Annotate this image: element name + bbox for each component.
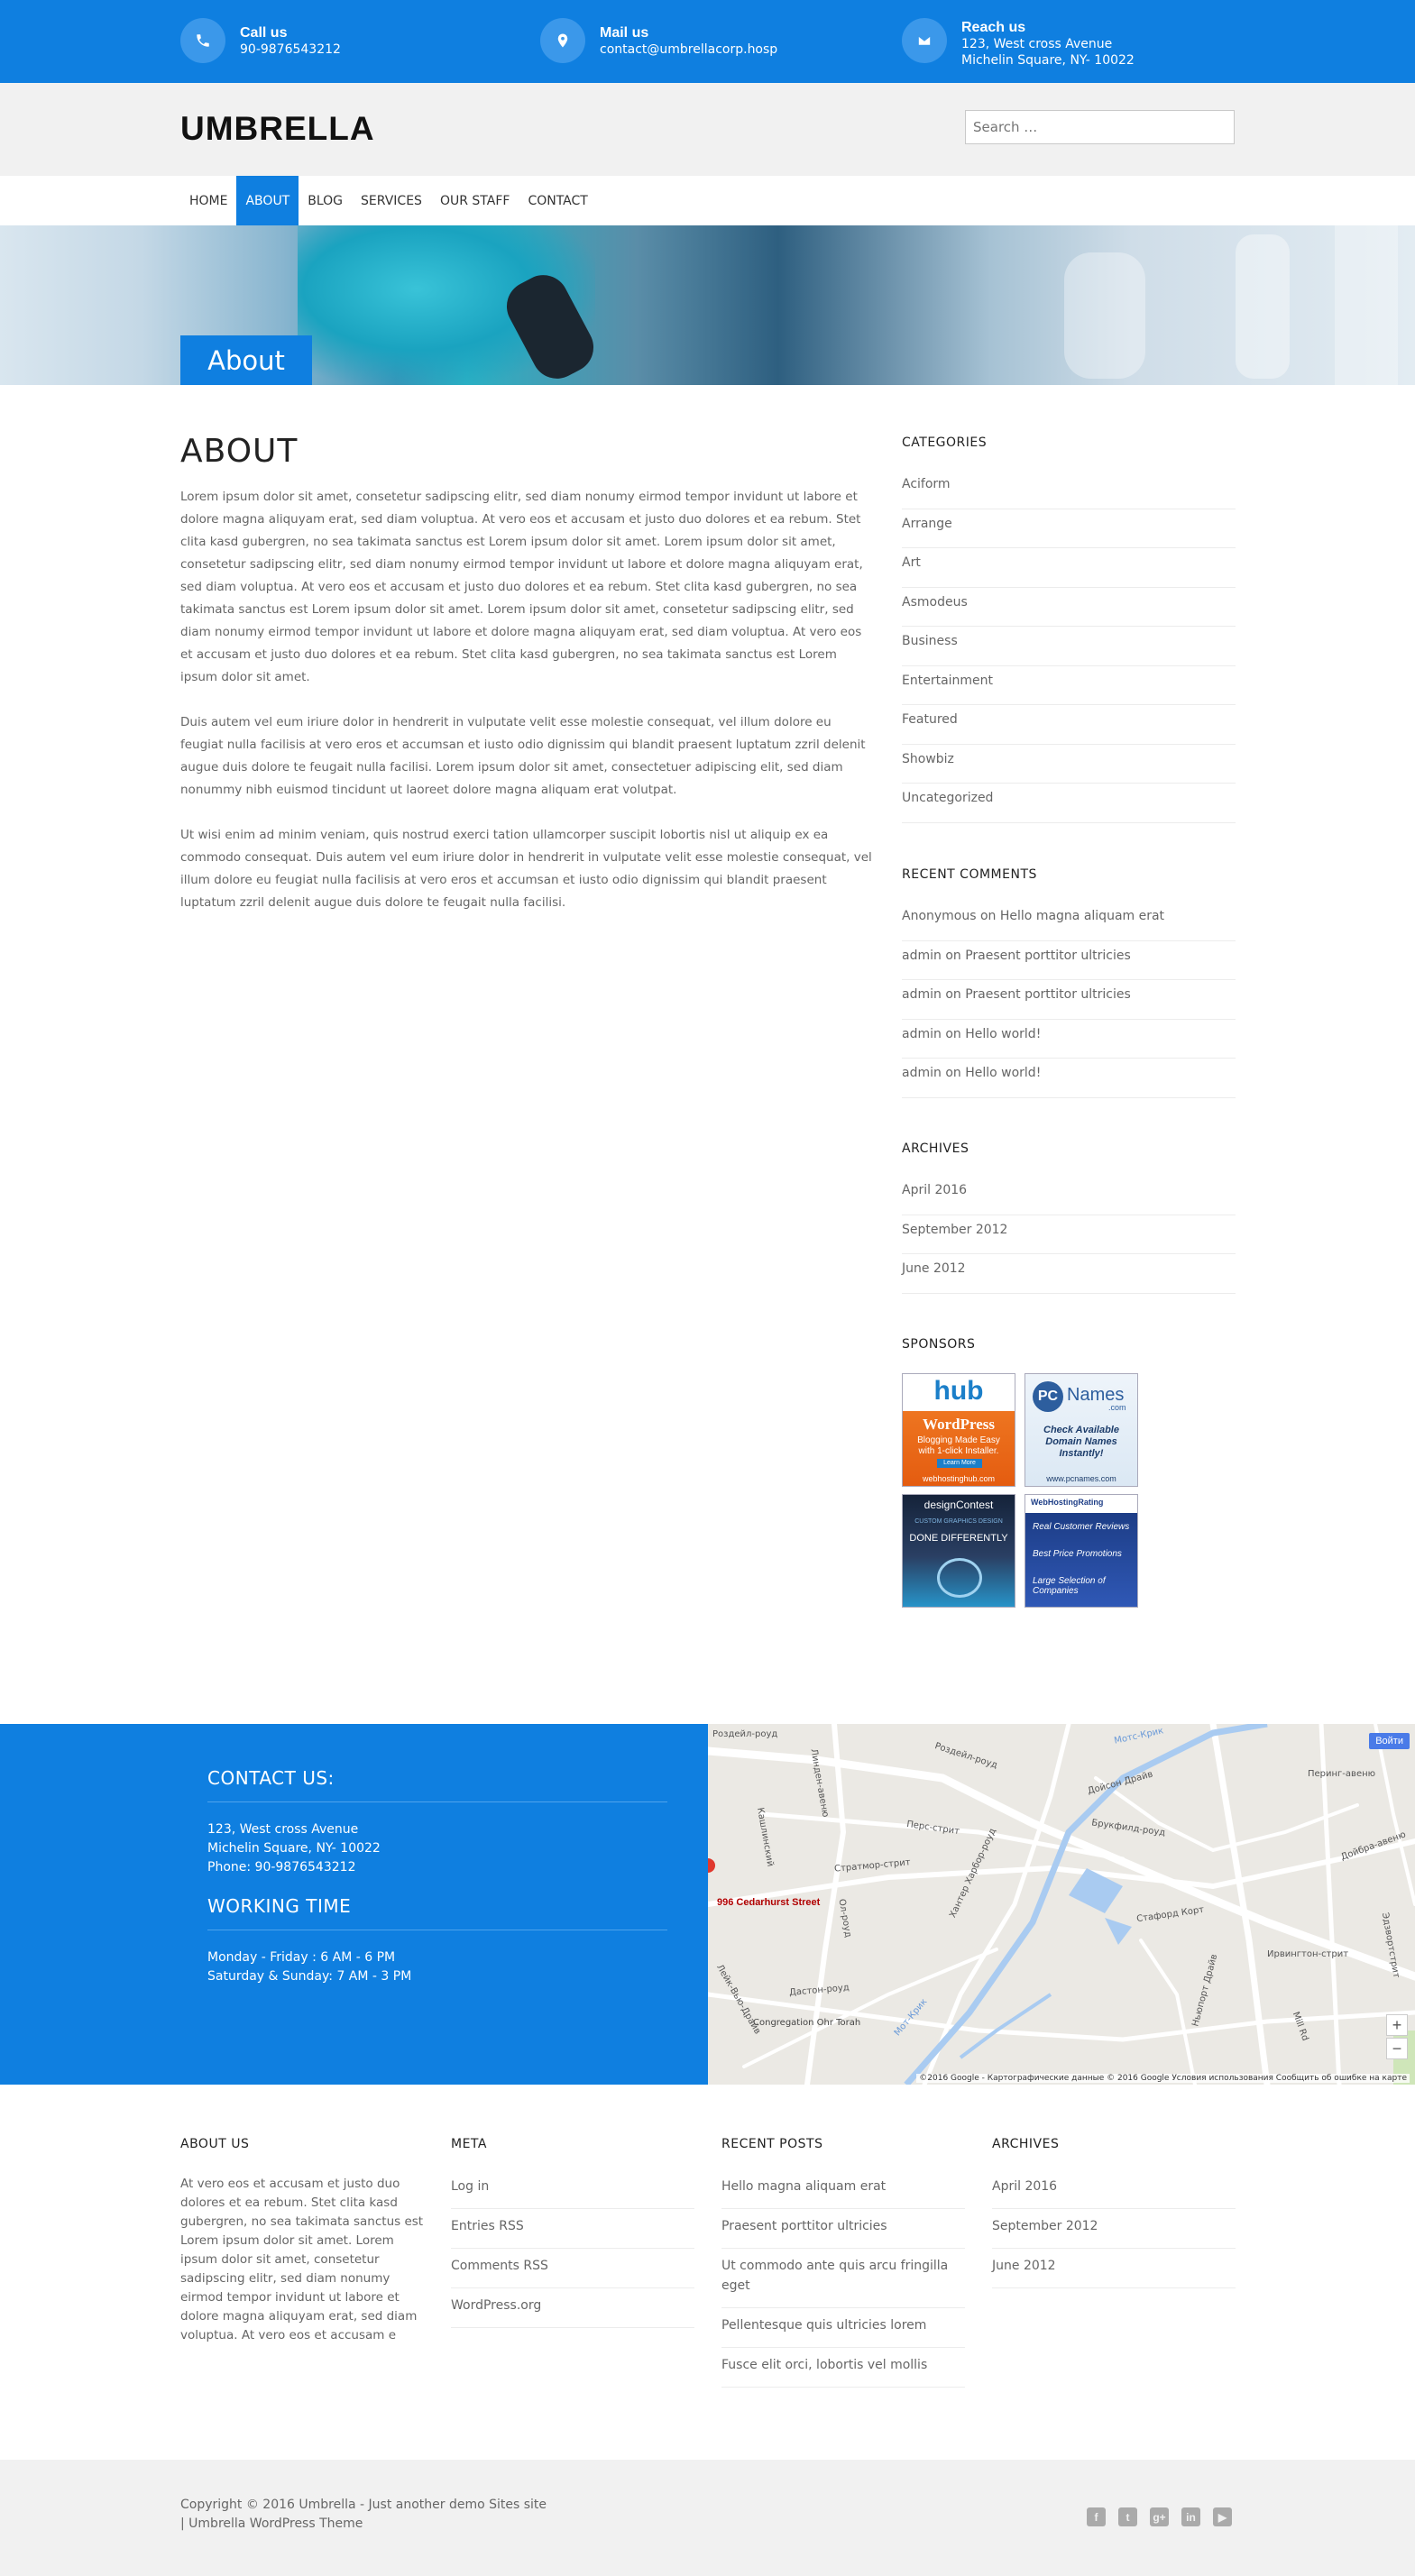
archive-link[interactable]: June 2012 <box>902 1254 1236 1294</box>
footer-bottom-bar <box>0 2460 1415 2576</box>
contact-us-heading: CONTACT US: <box>207 1767 667 1802</box>
map-zoom-out-button[interactable]: − <box>1386 2038 1408 2059</box>
categories-widget <box>902 435 1236 823</box>
contact-address-line: Michelin Square, NY- 10022 <box>207 1841 381 1856</box>
category-link[interactable]: Featured <box>902 705 1236 745</box>
content-paragraph: Ut wisi enim ad minim veniam, quis nostrud exerci tation ullamcorper suscipit lobortis nisl ut aliquip ex ea commodo consequat. Duis autem vel eum iriure dolor in hendrerit in vulputate velit esse molestie consequat, vel illum dolore eu feugiat nulla facilisis at vero eros et accumsan et iusto odio dignissim qui blandit praesent luptatum zzril delenit augue duis dolore te feugait nulla facilisi. <box>180 828 872 910</box>
search-input[interactable] <box>965 110 1235 144</box>
widget-title: CATEGORIES <box>902 435 988 450</box>
archive-link[interactable]: April 2016 <box>902 1176 1236 1215</box>
location-pin-icon <box>540 18 585 63</box>
map-street-label: Лейк-Вью-Драйв <box>714 1962 763 2037</box>
archive-link[interactable]: September 2012 <box>992 2209 1236 2249</box>
site-logo[interactable]: UMBRELLA <box>180 110 375 147</box>
map-street-label: Эдзвортстрит <box>1379 1911 1401 1979</box>
nav-blog[interactable]: BLOG <box>308 193 344 208</box>
nav-home[interactable]: HOME <box>189 193 228 208</box>
site-header <box>0 83 1415 176</box>
contact-phone: Phone: 90-9876543212 <box>207 1860 356 1875</box>
map-street-label: Ол-роуд <box>836 1898 853 1939</box>
map-street-label: Линден-авеню <box>808 1747 831 1819</box>
category-link[interactable]: Asmodeus <box>902 588 1236 628</box>
theme-credit-line[interactable]: | Umbrella WordPress Theme <box>180 2516 363 2531</box>
designcontest-swirl-graphic <box>937 1558 982 1598</box>
category-link[interactable]: Uncategorized <box>902 784 1236 823</box>
map-login-button[interactable]: Войти <box>1369 1733 1410 1749</box>
map-street-label: Ирвингтон-стрит <box>1267 1949 1349 1959</box>
pcnames-tagline: Check Available Domain Names Instantly! <box>1043 1425 1119 1459</box>
google-plus-icon[interactable]: g+ <box>1150 2507 1169 2526</box>
map-street-label: Дастон-роуд <box>788 1983 850 1998</box>
designcontest-sub: CUSTOM GRAPHICS DESIGN <box>914 1518 1003 1525</box>
social-links <box>1087 2507 1232 2526</box>
reach-us-title: Reach us <box>961 20 1026 35</box>
map-river-label: Мот-Крик <box>892 1996 930 2039</box>
recent-comments-widget <box>902 867 1236 1098</box>
whr-point-3: Large Selection of Companies <box>1033 1576 1106 1596</box>
working-time-heading: WORKING TIME <box>207 1895 667 1930</box>
archives-widget <box>902 1141 1236 1294</box>
recent-post-link[interactable]: Fusce elit orci, lobortis vel mollis <box>721 2348 965 2388</box>
hub-logo: hub <box>933 1376 984 1406</box>
map-street-label: Перинг-авеню <box>1308 1769 1376 1779</box>
meta-link[interactable]: Entries RSS <box>451 2209 694 2249</box>
hub-learn-more-button[interactable]: Learn More <box>937 1459 982 1468</box>
working-hours-line: Monday - Friday : 6 AM - 6 PM <box>207 1950 396 1965</box>
whr-point-2: Best Price Promotions <box>1033 1549 1122 1559</box>
map-marker-label[interactable]: 996 Cedarhurst Street <box>717 1897 821 1908</box>
map-river-label: Мотс-Крик <box>1113 1726 1165 1746</box>
map-street-label: Дойбра-авеню <box>1339 1829 1408 1863</box>
map-attribution[interactable]: ©2016 Google - Картографические данные © 2016 Google Условия использования Сообщить об ошибке на карте <box>916 2074 1410 2083</box>
youtube-icon[interactable]: ▶ <box>1213 2507 1232 2526</box>
working-hours-line: Saturday & Sunday: 7 AM - 3 PM <box>207 1969 412 1984</box>
map-street-label: Дойсон Драйв <box>1086 1769 1154 1797</box>
footer-recent-posts <box>721 2137 965 2388</box>
sponsors-widget <box>902 1337 1236 1608</box>
hub-wordpress-text: WordPress <box>923 1416 995 1433</box>
recent-post-link[interactable]: Pellentesque quis ultricies lorem <box>721 2308 965 2348</box>
footer-widgets <box>180 2137 1236 2407</box>
mail-us-title: Mail us <box>600 25 649 41</box>
recent-post-link[interactable]: Hello magna aliquam erat <box>721 2169 965 2209</box>
call-us-title: Call us <box>240 25 288 41</box>
banner-glassware-shape <box>1064 252 1145 379</box>
copyright-line[interactable]: Copyright © 2016 Umbrella - Just another demo Sites site <box>180 2498 547 2512</box>
pcnames-logo-circle: PC <box>1033 1381 1063 1412</box>
sponsor-webhostinghub-banner[interactable] <box>902 1373 1015 1487</box>
category-link[interactable]: Aciform <box>902 470 1236 509</box>
call-us-phone[interactable]: 90-9876543212 <box>240 42 341 57</box>
comment-link[interactable]: admin on Praesent porttitor ultricies <box>902 941 1236 981</box>
map-street-label: Кашлинский <box>754 1806 776 1868</box>
meta-link[interactable]: Comments RSS <box>451 2249 694 2288</box>
footer-widget-title: ARCHIVES <box>992 2137 1060 2151</box>
top-contact-bar <box>0 0 1415 83</box>
mail-us-email[interactable]: contact@umbrellacorp.hosp <box>600 42 778 57</box>
nav-services[interactable]: SERVICES <box>361 193 422 208</box>
call-us-item <box>180 18 341 63</box>
phone-icon <box>180 18 225 63</box>
banner-glassware-shape <box>1236 234 1290 379</box>
map-zoom-in-button[interactable]: + <box>1386 2014 1408 2036</box>
hub-tagline: Blogging Made Easy with 1-click Installer. <box>917 1435 1000 1456</box>
map-place-label: Congregation Ohr Torah <box>753 2018 861 2028</box>
widget-title: RECENT COMMENTS <box>902 867 1037 882</box>
footer-meta <box>451 2137 694 2328</box>
sponsor-designcontest-banner[interactable] <box>902 1494 1015 1608</box>
contact-address-line: 123, West cross Avenue <box>207 1822 359 1837</box>
recent-post-link[interactable]: Ut commodo ante quis arcu fringilla eget <box>721 2249 965 2308</box>
map-street-label: Хантер Харбор-роуд <box>948 1827 998 1920</box>
linkedin-icon[interactable]: in <box>1181 2507 1200 2526</box>
page-title: ABOUT <box>180 433 299 470</box>
comment-link[interactable]: admin on Hello world! <box>902 1020 1236 1059</box>
map-street-label: Стратмор-стрит <box>833 1857 912 1875</box>
main-navigation <box>0 176 1415 225</box>
footer-widget-title: RECENT POSTS <box>721 2137 823 2151</box>
comment-link[interactable]: Anonymous on Hello magna aliquam erat <box>902 902 1236 941</box>
map-street-label: Ньюпорт Драйв <box>1190 1953 1220 2028</box>
map-street-label: Стафорд Корт <box>1135 1904 1205 1925</box>
map-street-label: Роздейл-роуд <box>712 1729 778 1739</box>
contact-info-band <box>0 1724 708 2085</box>
envelope-icon <box>902 18 947 63</box>
copyright-text <box>180 2496 547 2534</box>
banner-glassware-shape <box>1335 225 1398 385</box>
whr-logo: WebHostingRating <box>1031 1498 1104 1507</box>
facebook-icon[interactable]: f <box>1087 2507 1106 2526</box>
archive-link[interactable]: June 2012 <box>992 2249 1236 2288</box>
google-map[interactable] <box>708 1724 1415 2085</box>
reach-us-address-2: Michelin Square, NY- 10022 <box>961 53 1135 68</box>
meta-link[interactable]: Log in <box>451 2169 694 2209</box>
hub-url: webhostinghub.com <box>922 1474 996 1483</box>
category-link[interactable]: Arrange <box>902 509 1236 549</box>
sponsor-pcnames-banner[interactable] <box>1024 1373 1138 1487</box>
main-content <box>180 433 875 937</box>
page-title-badge: About <box>180 335 312 385</box>
recent-post-link[interactable]: Praesent porttitor ultricies <box>721 2209 965 2249</box>
map-street-label: Роздейл-роуд <box>933 1741 999 1771</box>
mail-us-item <box>540 18 777 63</box>
pcnames-url: www.pcnames.com <box>1046 1474 1116 1483</box>
archive-link[interactable]: September 2012 <box>902 1215 1236 1255</box>
whr-point-1: Real Customer Reviews <box>1033 1522 1130 1532</box>
category-link[interactable]: Art <box>902 548 1236 588</box>
footer-widget-title: META <box>451 2137 487 2151</box>
sponsor-webhostingrating-banner[interactable] <box>1024 1494 1138 1608</box>
content-paragraph: Duis autem vel eum iriure dolor in hendrerit in vulputate velit esse molestie consequat, vel illum dolore eu feugiat nulla facilisis at vero eros et accumsan et iusto odio dignissim qui blandit praesent luptatum zzril delenit augue duis dolore te feugait nulla facilisi. Lorem ipsum dolor sit amet, consectetuer adipiscing elit, sed diam nonummy nibh euismod tincidunt ut laoreet dolore magna aliquam erat volutpat. <box>180 715 866 797</box>
category-link[interactable]: Entertainment <box>902 666 1236 706</box>
content-paragraph: Lorem ipsum dolor sit amet, consetetur sadipscing elitr, sed diam nonumy eirmod tempor invidunt ut labore et dolore magna aliquyam erat, sed diam voluptua. At vero eos et accusam et justo duo dolores et ea rebum. Stet clita kasd gubergren, no sea takimata sanctus est Lorem ipsum dolor sit amet. Lorem ipsum dolor sit amet, consetetur sadipscing elitr, sed diam nonumy eirmod tempor invidunt ut labore et dolore magna aliquyam erat, sed diam voluptua. At vero eos et accusam et justo duo dolores et ea rebum. Stet clita kasd gubergren, no sea takimata sanctus est Lorem ipsum dolor sit amet. Lorem ipsum dolor sit amet, consetetur sadipscing elitr, sed diam nonumy eirmod tempor invidunt ut labore et dolore magna aliquyam erat, sed diam voluptua. At vero eos et accusam et justo duo dolores et ea rebum. Stet clita kasd gubergren, no sea takimata sanctus est Lorem ipsum dolor sit amet. <box>180 490 863 684</box>
category-link[interactable]: Showbiz <box>902 745 1236 784</box>
designcontest-tagline: DONE DIFFERENTLY <box>909 1533 1008 1544</box>
footer-widget-title: ABOUT US <box>180 2137 250 2151</box>
designcontest-logo: designContest <box>923 1499 994 1511</box>
reach-us-address-1: 123, West cross Avenue <box>961 37 1113 51</box>
map-street-label: Брукфилд-роуд <box>1090 1818 1166 1838</box>
twitter-icon[interactable]: t <box>1118 2507 1137 2526</box>
pcnames-logo-suffix: .com <box>1108 1403 1126 1412</box>
widget-title: SPONSORS <box>902 1337 976 1352</box>
comment-link[interactable]: admin on Hello world! <box>902 1059 1236 1098</box>
comment-link[interactable]: admin on Praesent porttitor ultricies <box>902 980 1236 1020</box>
footer-about-text: At vero eos et accusam et justo duo dolores et ea rebum. Stet clita kasd gubergren, no sea takimata sanctus est Lorem ipsum dolor sit amet. Lorem ipsum dolor sit amet, consetetur sadipscing elitr, sed diam nonumy eirmod tempor invidunt ut labore et dolore magna aliquyam erat, sed diam voluptua. At vero eos et accusam e <box>180 2177 424 2342</box>
category-link[interactable]: Business <box>902 627 1236 666</box>
nav-our-staff[interactable]: OUR STAFF <box>439 193 510 208</box>
pcnames-logo-text: Names <box>1067 1385 1125 1405</box>
page-banner <box>0 225 1415 385</box>
meta-link[interactable]: WordPress.org <box>451 2288 694 2328</box>
widget-title: ARCHIVES <box>902 1141 969 1156</box>
map-street-label: Mill Rd <box>1290 2010 1310 2043</box>
reach-us-item <box>902 18 1135 69</box>
nav-contact[interactable]: CONTACT <box>528 193 588 208</box>
archive-link[interactable]: April 2016 <box>992 2169 1236 2209</box>
footer-archives <box>992 2137 1236 2288</box>
map-street-label: Перс-стрит <box>905 1819 960 1838</box>
footer-about-us <box>180 2137 424 2345</box>
nav-about[interactable]: ABOUT <box>236 176 299 225</box>
